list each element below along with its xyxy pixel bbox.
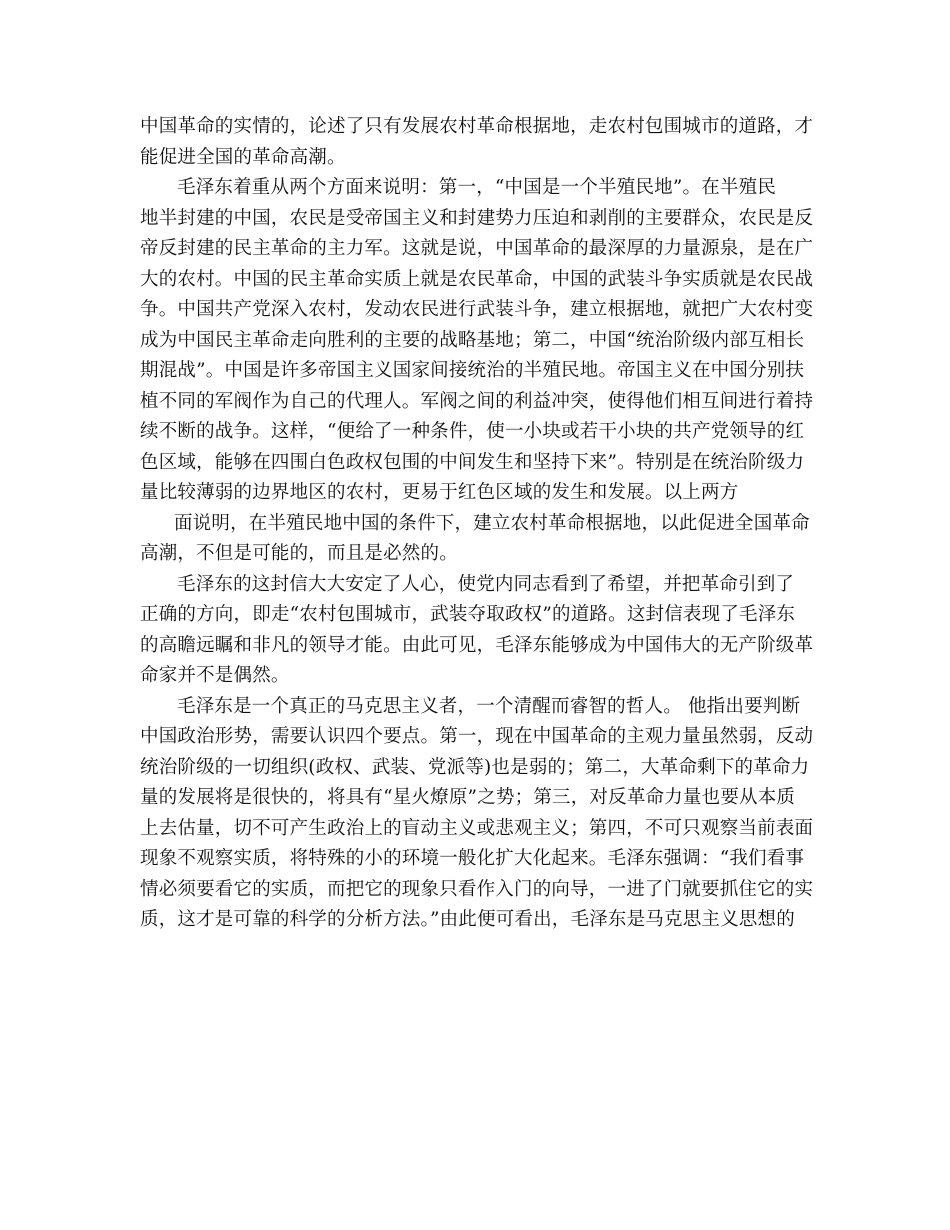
text-line: 能促进全国的革命高潮。 bbox=[140, 146, 346, 168]
text-line: 地半封建的中国，农民是受帝国主义和封建势力压迫和剥削的主要群众，农民是反 bbox=[140, 207, 814, 229]
text-line: 上去估量，切不可产生政治上的盲动主义或悲观主义；第四，不可只观察当前表面 bbox=[140, 817, 814, 839]
paragraph-4 bbox=[140, 570, 820, 692]
text-line: 高潮，不但是可能的，而且是必然的。 bbox=[140, 543, 458, 564]
text-line: 面说明，在半殖民地中国的条件下，建立农村革命根据地，以此促进全国革命 bbox=[174, 512, 810, 534]
text-line: 质，这才是可靠的科学的分析方法。”由此便可看出，毛泽东是马克思主义思想的 bbox=[140, 909, 795, 930]
text-line: 大的农村。中国的民主革命实质上就是农民革命，中国的武装斗争实质就是农民战 bbox=[140, 268, 814, 290]
text-line: 量的发展将是很快的，将具有“星火燎原”之势；第三，对反革命力量也要从本质 bbox=[140, 787, 796, 808]
text-line: 情必须要看它的实质，而把它的现象只看作入门的向导，一进了门就要抓住它的实 bbox=[140, 878, 814, 900]
text-line: 的高瞻远瞩和非凡的领导才能。由此可见，毛泽东能够成为中国伟大的无产阶级革 bbox=[140, 634, 814, 656]
text-line: 毛泽东的这封信大大安定了人心，使党内同志看到了希望，并把革命引到了 bbox=[177, 573, 795, 595]
text-line: 期混战”。中国是许多帝国主义国家间接统治的半殖民地。帝国主义在中国分别扶 bbox=[140, 360, 805, 381]
text-line: 中国革命的实情的，论述了只有发展农村革命根据地，走农村包围城市的道路，才 bbox=[140, 116, 814, 137]
text-line: 毛泽东着重从两个方面来说明：第一，“中国是一个半殖民地”。在半殖民 bbox=[177, 177, 777, 198]
text-line: 毛泽东是一个真正的马克思主义者，一个清醒而睿智的哲人。 他指出要判断 bbox=[177, 695, 801, 717]
text-line: 争。中国共产党深入农村，发动农民进行武装斗争，建立根据地，就把广大农村变 bbox=[140, 299, 814, 320]
text-line: 统治阶级的一切组织(政权、武装、党派等)也是弱的；第二，大革命剩下的革命力 bbox=[140, 756, 810, 778]
paragraph-5 bbox=[140, 692, 820, 936]
paragraph-1 bbox=[140, 112, 820, 173]
paragraph-2 bbox=[140, 173, 820, 509]
text-line: 成为中国民主革命走向胜利的主要的战略基地；第二，中国“统治阶级内部互相长 bbox=[140, 329, 805, 351]
text-line: 正确的方向，即走“农村包围城市，武装夺取政权”的道路。这封信表现了毛泽东 bbox=[140, 604, 796, 625]
text-line: 中国政治形势，需要认识四个要点。第一，现在中国革命的主观力量虽然弱，反动 bbox=[140, 726, 814, 747]
text-line: 色区域，能够在四围白色政权包围的中间发生和坚持下来”。特别是在统治阶级力 bbox=[140, 451, 805, 473]
text-line: 现象不观察实质，将特殊的小的环境一般化扩大化起来。毛泽东强调：“我们看事 bbox=[140, 848, 805, 869]
text-line: 帝反封建的民主革命的主力军。这就是说，中国革命的最深厚的力量源泉，是在广 bbox=[140, 238, 814, 259]
text-line: 续不断的战争。这样，“便给了一种条件，使一小块或若干小块的共产党领导的红 bbox=[140, 421, 805, 442]
text-line: 量比较薄弱的边界地区的农村，更易于红色区域的发生和发展。以上两方 bbox=[140, 482, 739, 503]
text-line: 命家并不是偶然。 bbox=[140, 665, 290, 686]
paragraph-3 bbox=[140, 509, 820, 570]
text-line: 植不同的军阀作为自己的代理人。军阀之间的利益冲突，使得他们相互间进行着持 bbox=[140, 390, 814, 412]
